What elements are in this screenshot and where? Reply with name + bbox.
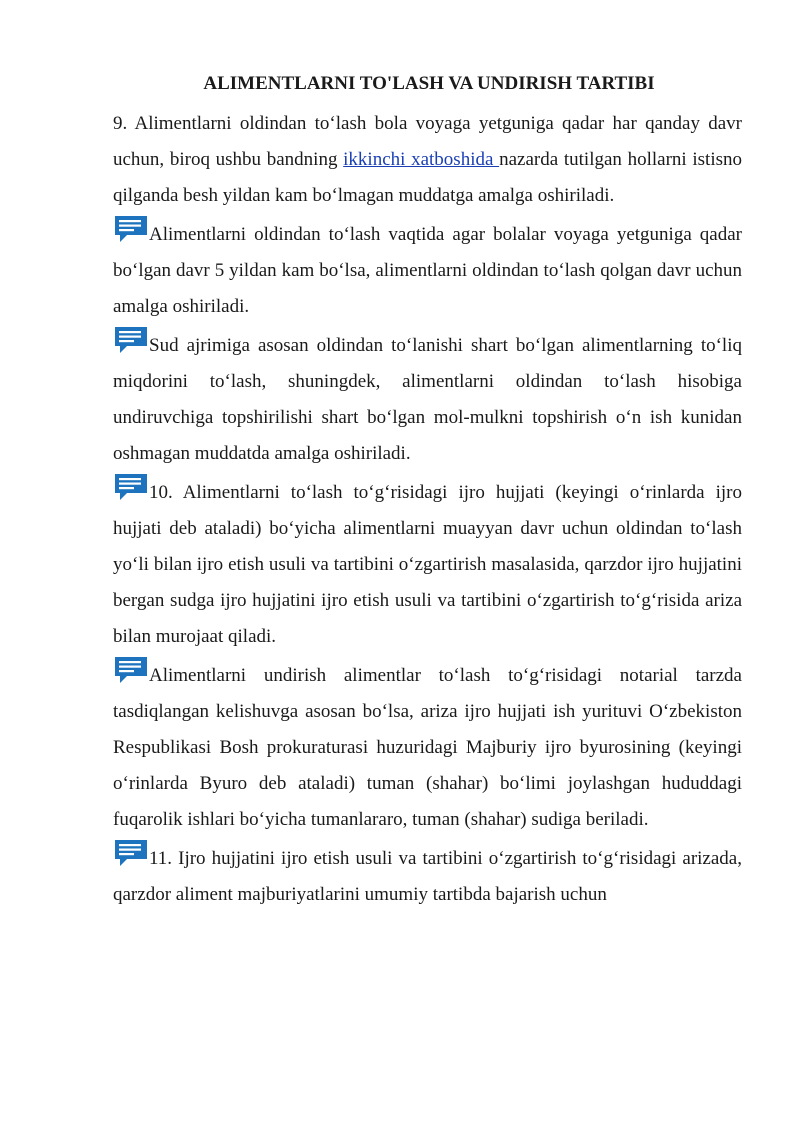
document-page — [113, 72, 742, 913]
paragraph-notarial-agreement — [113, 655, 742, 838]
paragraph-prepayment-period — [113, 214, 742, 325]
paragraph-text: Sud ajrimiga asosan oldindan to‘lanishi shart bo‘lgan alimentlarning to‘liq miqdorini to‘lash, shuningdek, alimentlarni oldindan to‘lash hisobiga undiruvchiga topshirilishi shart bo‘lgan mol-mulkni topshirish o‘n ish kunidan oshmagan muddatda amalga oshiriladi. — [113, 335, 742, 464]
comment-icon[interactable] — [113, 655, 149, 685]
paragraph-text: 10. Alimentlarni to‘lash to‘g‘risidagi ijro hujjati (keyingi o‘rinlarda ijro hujjati deb ataladi) bo‘yicha alimentlarni muayyan davr uchun oldindan to‘lash yo‘li bilan ijro etish usuli va tartibini o‘zgartirish masalasida, qarzdor ijro hujjatini bergan sudga ijro hujjatini ijro etish usuli va tartibini o‘zgartirish to‘g‘risida ariza bilan murojaat qiladi. — [113, 482, 742, 647]
comment-icon[interactable] — [113, 472, 149, 502]
comment-icon[interactable] — [113, 325, 149, 355]
ikkinchi-xatboshida-link[interactable]: ikkinchi xatboshida — [343, 149, 500, 170]
paragraph-10 — [113, 472, 742, 655]
comment-icon[interactable] — [113, 214, 149, 244]
paragraph-9-text-after: nazarda tutilgan hollarni istisno qilganda besh yildan kam bo‘lmagan muddatga amalga oshiriladi. — [113, 149, 742, 206]
paragraph-text: Alimentlarni oldindan to‘lash vaqtida agar bolalar voyaga yetguniga qadar bo‘lgan davr 5 yildan kam bo‘lsa, alimentlarni oldindan to‘lash qolgan davr uchun amalga oshiriladi. — [113, 224, 742, 317]
paragraph-court-ruling — [113, 325, 742, 472]
document-title: ALIMENTLARNI TO'LASH VA UNDIRISH TARTIBI — [203, 73, 655, 94]
paragraph-11 — [113, 838, 742, 913]
paragraph-9 — [113, 106, 742, 214]
comment-icon[interactable] — [113, 838, 149, 868]
paragraph-9-text-before: 9. Alimentlarni oldindan to‘lash bola voyaga yetguniga qadar har qanday davr uchun, biroq ushbu bandning — [113, 113, 742, 170]
paragraph-text: 11. Ijro hujjatini ijro etish usuli va tartibini o‘zgartirish to‘g‘risidagi arizada, qarzdor aliment majburiyatlarini umumiy tartibda bajarish uchun — [113, 848, 742, 905]
paragraph-text: Alimentlarni undirish alimentlar to‘lash to‘g‘risidagi notarial tarzda tasdiqlangan kelishuvga asosan bo‘lsa, ariza ijro hujjati ish yurituvi O‘zbekiston Respublikasi Bosh prokuraturasi huzuridagi Majburiy ijro byurosining (keyingi o‘rinlarda Byuro deb ataladi) tuman (shahar) bo‘limi joylashgan hududdagi fuqarolik ishlari bo‘yicha tumanlararo, tuman (shahar) sudiga beriladi. — [113, 665, 742, 830]
